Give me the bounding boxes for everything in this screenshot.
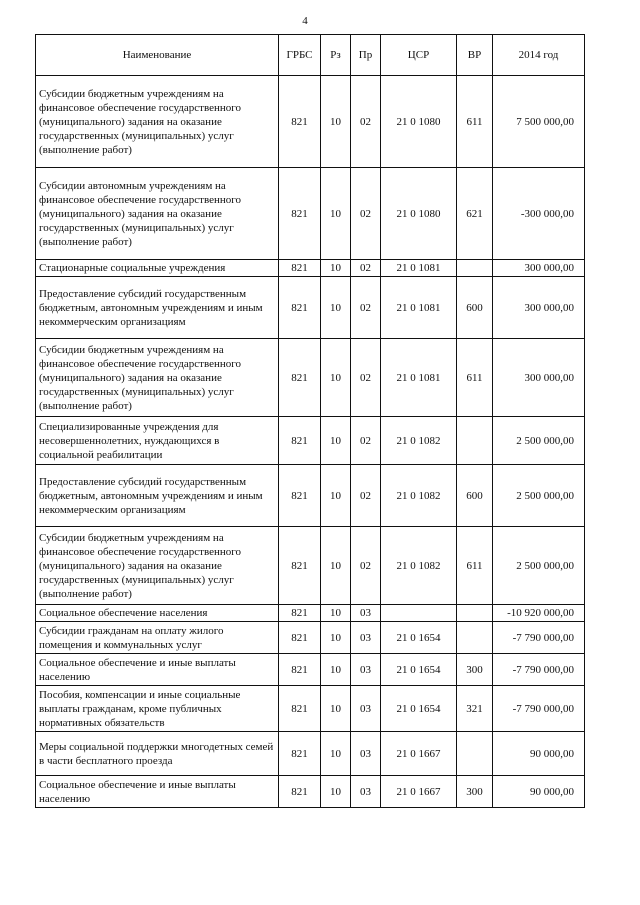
row-rz: 10 [321, 76, 351, 168]
table-row [36, 417, 585, 465]
row-amount: -10 920 000,00 [493, 605, 585, 622]
row-vr [457, 622, 493, 654]
row-name: Пособия, компенсации и иные социальные выплаты гражданам, кроме публичных нормативных обязательств [36, 686, 279, 732]
row-amount: -300 000,00 [493, 168, 585, 260]
row-pr: 03 [351, 654, 381, 686]
row-csr: 21 0 1081 [381, 260, 457, 277]
row-pr: 03 [351, 686, 381, 732]
row-grbs: 821 [279, 527, 321, 605]
row-vr: 300 [457, 776, 493, 808]
row-pr: 03 [351, 776, 381, 808]
row-name: Социальное обеспечение и иные выплаты населению [36, 776, 279, 808]
table-row [36, 527, 585, 605]
row-name: Предоставление субсидий государственным бюджетным, автономным учреждениям и иным некоммерческим организациям [36, 277, 279, 339]
row-name: Субсидии бюджетным учреждениям на финансовое обеспечение государственного (муниципального) задания на оказание государственных (муниципальных) услуг (выполнение работ) [36, 527, 279, 605]
row-rz: 10 [321, 654, 351, 686]
row-grbs: 821 [279, 76, 321, 168]
row-csr: 21 0 1080 [381, 76, 457, 168]
row-amount: 300 000,00 [493, 339, 585, 417]
row-grbs: 821 [279, 654, 321, 686]
table-row [36, 622, 585, 654]
row-csr: 21 0 1654 [381, 654, 457, 686]
row-vr: 621 [457, 168, 493, 260]
row-vr: 611 [457, 76, 493, 168]
header-pr: Пр [351, 35, 381, 76]
row-pr: 03 [351, 622, 381, 654]
row-amount: 2 500 000,00 [493, 527, 585, 605]
header-grbs: ГРБС [279, 35, 321, 76]
row-csr: 21 0 1654 [381, 622, 457, 654]
row-pr: 03 [351, 732, 381, 776]
table-row [36, 686, 585, 732]
row-csr: 21 0 1082 [381, 417, 457, 465]
row-rz: 10 [321, 168, 351, 260]
row-rz: 10 [321, 686, 351, 732]
row-rz: 10 [321, 277, 351, 339]
row-csr: 21 0 1667 [381, 776, 457, 808]
row-grbs: 821 [279, 277, 321, 339]
table-header-row [36, 35, 585, 76]
table-row [36, 339, 585, 417]
table-row [36, 465, 585, 527]
row-csr [381, 605, 457, 622]
row-pr: 02 [351, 168, 381, 260]
row-csr: 21 0 1081 [381, 339, 457, 417]
row-name: Предоставление субсидий государственным бюджетным, автономным учреждениям и иным некоммерческим организациям [36, 465, 279, 527]
row-vr: 300 [457, 654, 493, 686]
row-csr: 21 0 1080 [381, 168, 457, 260]
row-name: Социальное обеспечение населения [36, 605, 279, 622]
row-rz: 10 [321, 622, 351, 654]
row-vr [457, 732, 493, 776]
header-vr: ВР [457, 35, 493, 76]
row-rz: 10 [321, 605, 351, 622]
row-amount: 90 000,00 [493, 776, 585, 808]
row-grbs: 821 [279, 339, 321, 417]
row-amount: -7 790 000,00 [493, 654, 585, 686]
row-amount: -7 790 000,00 [493, 686, 585, 732]
row-rz: 10 [321, 260, 351, 277]
row-rz: 10 [321, 732, 351, 776]
row-name: Социальное обеспечение и иные выплаты населению [36, 654, 279, 686]
row-grbs: 821 [279, 605, 321, 622]
row-pr: 02 [351, 339, 381, 417]
table-row [36, 168, 585, 260]
table-row [36, 776, 585, 808]
row-amount: 2 500 000,00 [493, 465, 585, 527]
row-name: Меры социальной поддержки многодетных семей в части бесплатного проезда [36, 732, 279, 776]
row-vr: 600 [457, 277, 493, 339]
row-amount: 300 000,00 [493, 260, 585, 277]
row-grbs: 821 [279, 260, 321, 277]
row-amount: 300 000,00 [493, 277, 585, 339]
row-vr: 611 [457, 339, 493, 417]
row-pr: 02 [351, 277, 381, 339]
row-csr: 21 0 1654 [381, 686, 457, 732]
row-pr: 02 [351, 527, 381, 605]
table-row [36, 76, 585, 168]
row-rz: 10 [321, 339, 351, 417]
row-name: Субсидии бюджетным учреждениям на финансовое обеспечение государственного (муниципального) задания на оказание государственных (муниципальных) услуг (выполнение работ) [36, 339, 279, 417]
row-name: Субсидии гражданам на оплату жилого помещения и коммунальных услуг [36, 622, 279, 654]
table-row [36, 732, 585, 776]
row-pr: 02 [351, 465, 381, 527]
row-grbs: 821 [279, 732, 321, 776]
row-grbs: 821 [279, 417, 321, 465]
row-pr: 02 [351, 76, 381, 168]
row-name: Стационарные социальные учреждения [36, 260, 279, 277]
row-vr: 600 [457, 465, 493, 527]
row-pr: 02 [351, 260, 381, 277]
header-year: 2014 год [493, 35, 585, 76]
row-vr [457, 417, 493, 465]
row-rz: 10 [321, 465, 351, 527]
table-row [36, 277, 585, 339]
row-name: Субсидии бюджетным учреждениям на финансовое обеспечение государственного (муниципального) задания на оказание государственных (муниципальных) услуг (выполнение работ) [36, 76, 279, 168]
row-vr: 321 [457, 686, 493, 732]
row-name: Субсидии автономным учреждениям на финансовое обеспечение государственного (муниципального) задания на оказание государственных (муниципальных) услуг (выполнение работ) [36, 168, 279, 260]
row-rz: 10 [321, 527, 351, 605]
row-grbs: 821 [279, 686, 321, 732]
row-csr: 21 0 1081 [381, 277, 457, 339]
row-vr [457, 605, 493, 622]
header-rz: Рз [321, 35, 351, 76]
table-row [36, 605, 585, 622]
row-vr [457, 260, 493, 277]
row-csr: 21 0 1082 [381, 527, 457, 605]
row-amount: 90 000,00 [493, 732, 585, 776]
row-vr: 611 [457, 527, 493, 605]
row-amount: -7 790 000,00 [493, 622, 585, 654]
row-grbs: 821 [279, 465, 321, 527]
table-row [36, 654, 585, 686]
row-pr: 03 [351, 605, 381, 622]
row-rz: 10 [321, 417, 351, 465]
budget-table [35, 34, 585, 808]
page-number: 4 [302, 15, 308, 27]
header-csr: ЦСР [381, 35, 457, 76]
row-name: Специализированные учреждения для несовершеннолетних, нуждающихся в социальной реабилитации [36, 417, 279, 465]
row-pr: 02 [351, 417, 381, 465]
row-amount: 7 500 000,00 [493, 76, 585, 168]
row-rz: 10 [321, 776, 351, 808]
row-csr: 21 0 1667 [381, 732, 457, 776]
table-row [36, 260, 585, 277]
row-amount: 2 500 000,00 [493, 417, 585, 465]
row-grbs: 821 [279, 168, 321, 260]
header-name: Наименование [36, 35, 279, 76]
row-grbs: 821 [279, 776, 321, 808]
row-csr: 21 0 1082 [381, 465, 457, 527]
row-grbs: 821 [279, 622, 321, 654]
